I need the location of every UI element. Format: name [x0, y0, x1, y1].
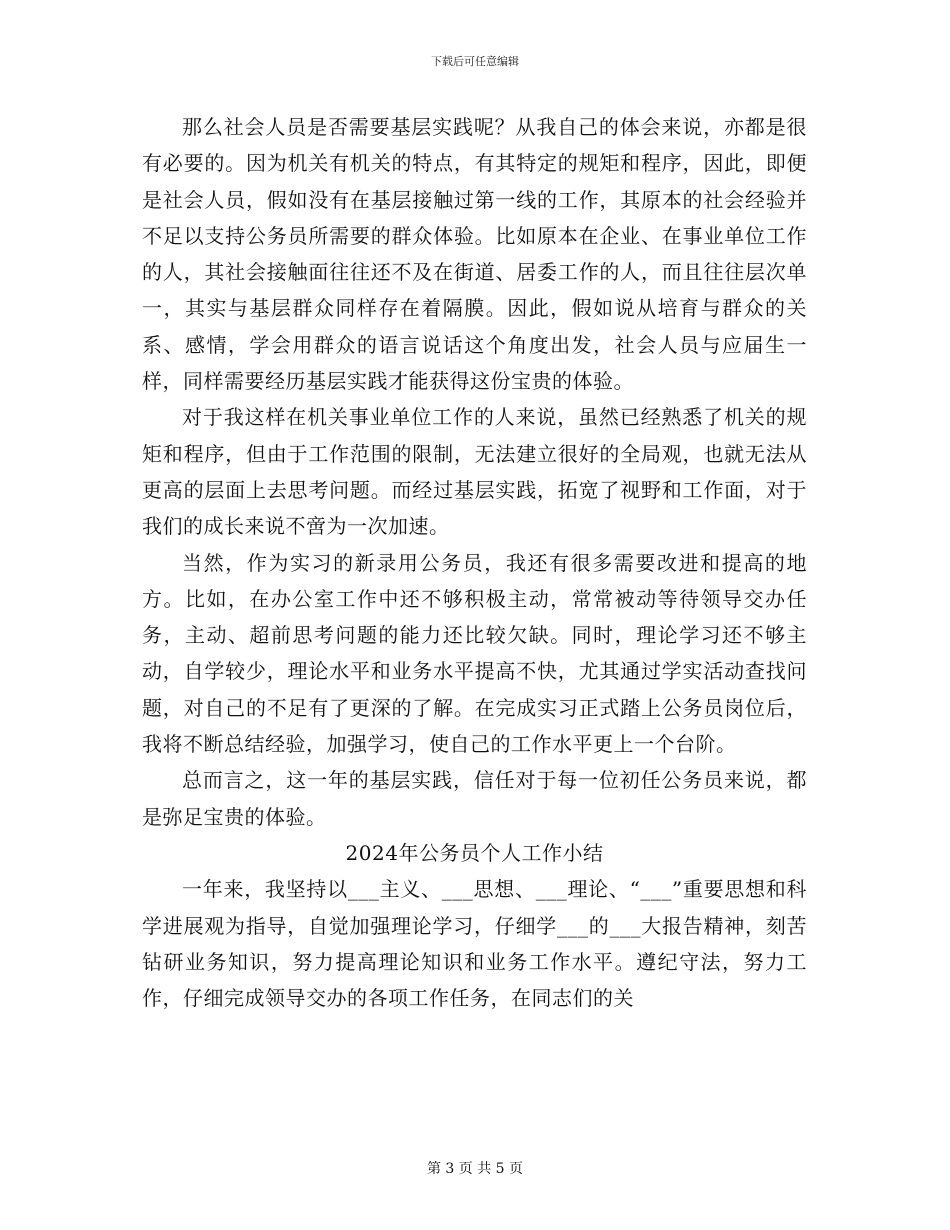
body-paragraph: 一年来，我坚持以___主义、___思想、___理论、“___”重要思想和科学进展观为指导，自觉加强理论学习，仔细学___的___大报告精神，刻苦钻研业务知识，努力提高理论知识和业务工作水平。遵纪守法，努力工作，仔细完成领导交办的各项工作任务，在同志们的关 — [142, 877, 807, 1011]
section-title: 2024年公务员个人工作小结 — [345, 840, 604, 865]
body-paragraph: 当然，作为实习的新录用公务员，我还有很多需要改进和提高的地方。比如，在办公室工作中还不够积极主动，常常被动等待领导交办任务，主动、超前思考问题的能力还比较欠缺。同时，理论学习还不够主动，自学较少，理论水平和业务水平提高不快，尤其通过学实活动查找问题，对自己的不足有了更深的了解。在完成实习正式踏上公务员岗位后，我将不断总结经验，加强学习，使自己的工作水平更上一个台阶。 — [142, 550, 807, 757]
body-paragraph: 总而言之，这一年的基层实践，信任对于每一位初任公务员来说，都是弥足宝贵的体验。 — [142, 768, 807, 829]
page-header: 下载后可任意编辑 — [431, 55, 519, 68]
body-paragraph: 那么社会人员是否需要基层实践呢？从我自己的体会来说，亦都是很有必要的。因为机关有机关的特点，有其特定的规矩和程序，因此，即便是社会人员，假如没有在基层接触过第一线的工作，其原本的社会经验并不足以支持公务员所需要的群众体验。比如原本在企业、在事业单位工作的人，其社会接触面往往还不及在街道、居委工作的人，而且往往层次单一，其实与基层群众同样存在着隔膜。因此，假如说从培育与群众的关系、感情，学会用群众的语言说话这个角度出发，社会人员与应届生一样，同样需要经历基层实践才能获得这份宝贵的体验。 — [142, 115, 807, 394]
document-body — [142, 109, 807, 1016]
body-paragraph: 对于我这样在机关事业单位工作的人来说，虽然已经熟悉了机关的规矩和程序，但由于工作范围的限制，无法建立很好的全局观，也就无法从更高的层面上去思考问题。而经过基层实践，拓宽了视野和工作面，对于我们的成长来说不啻为一次加速。 — [142, 405, 807, 539]
page-footer: 第 3 页 共 5 页 — [426, 1161, 524, 1177]
